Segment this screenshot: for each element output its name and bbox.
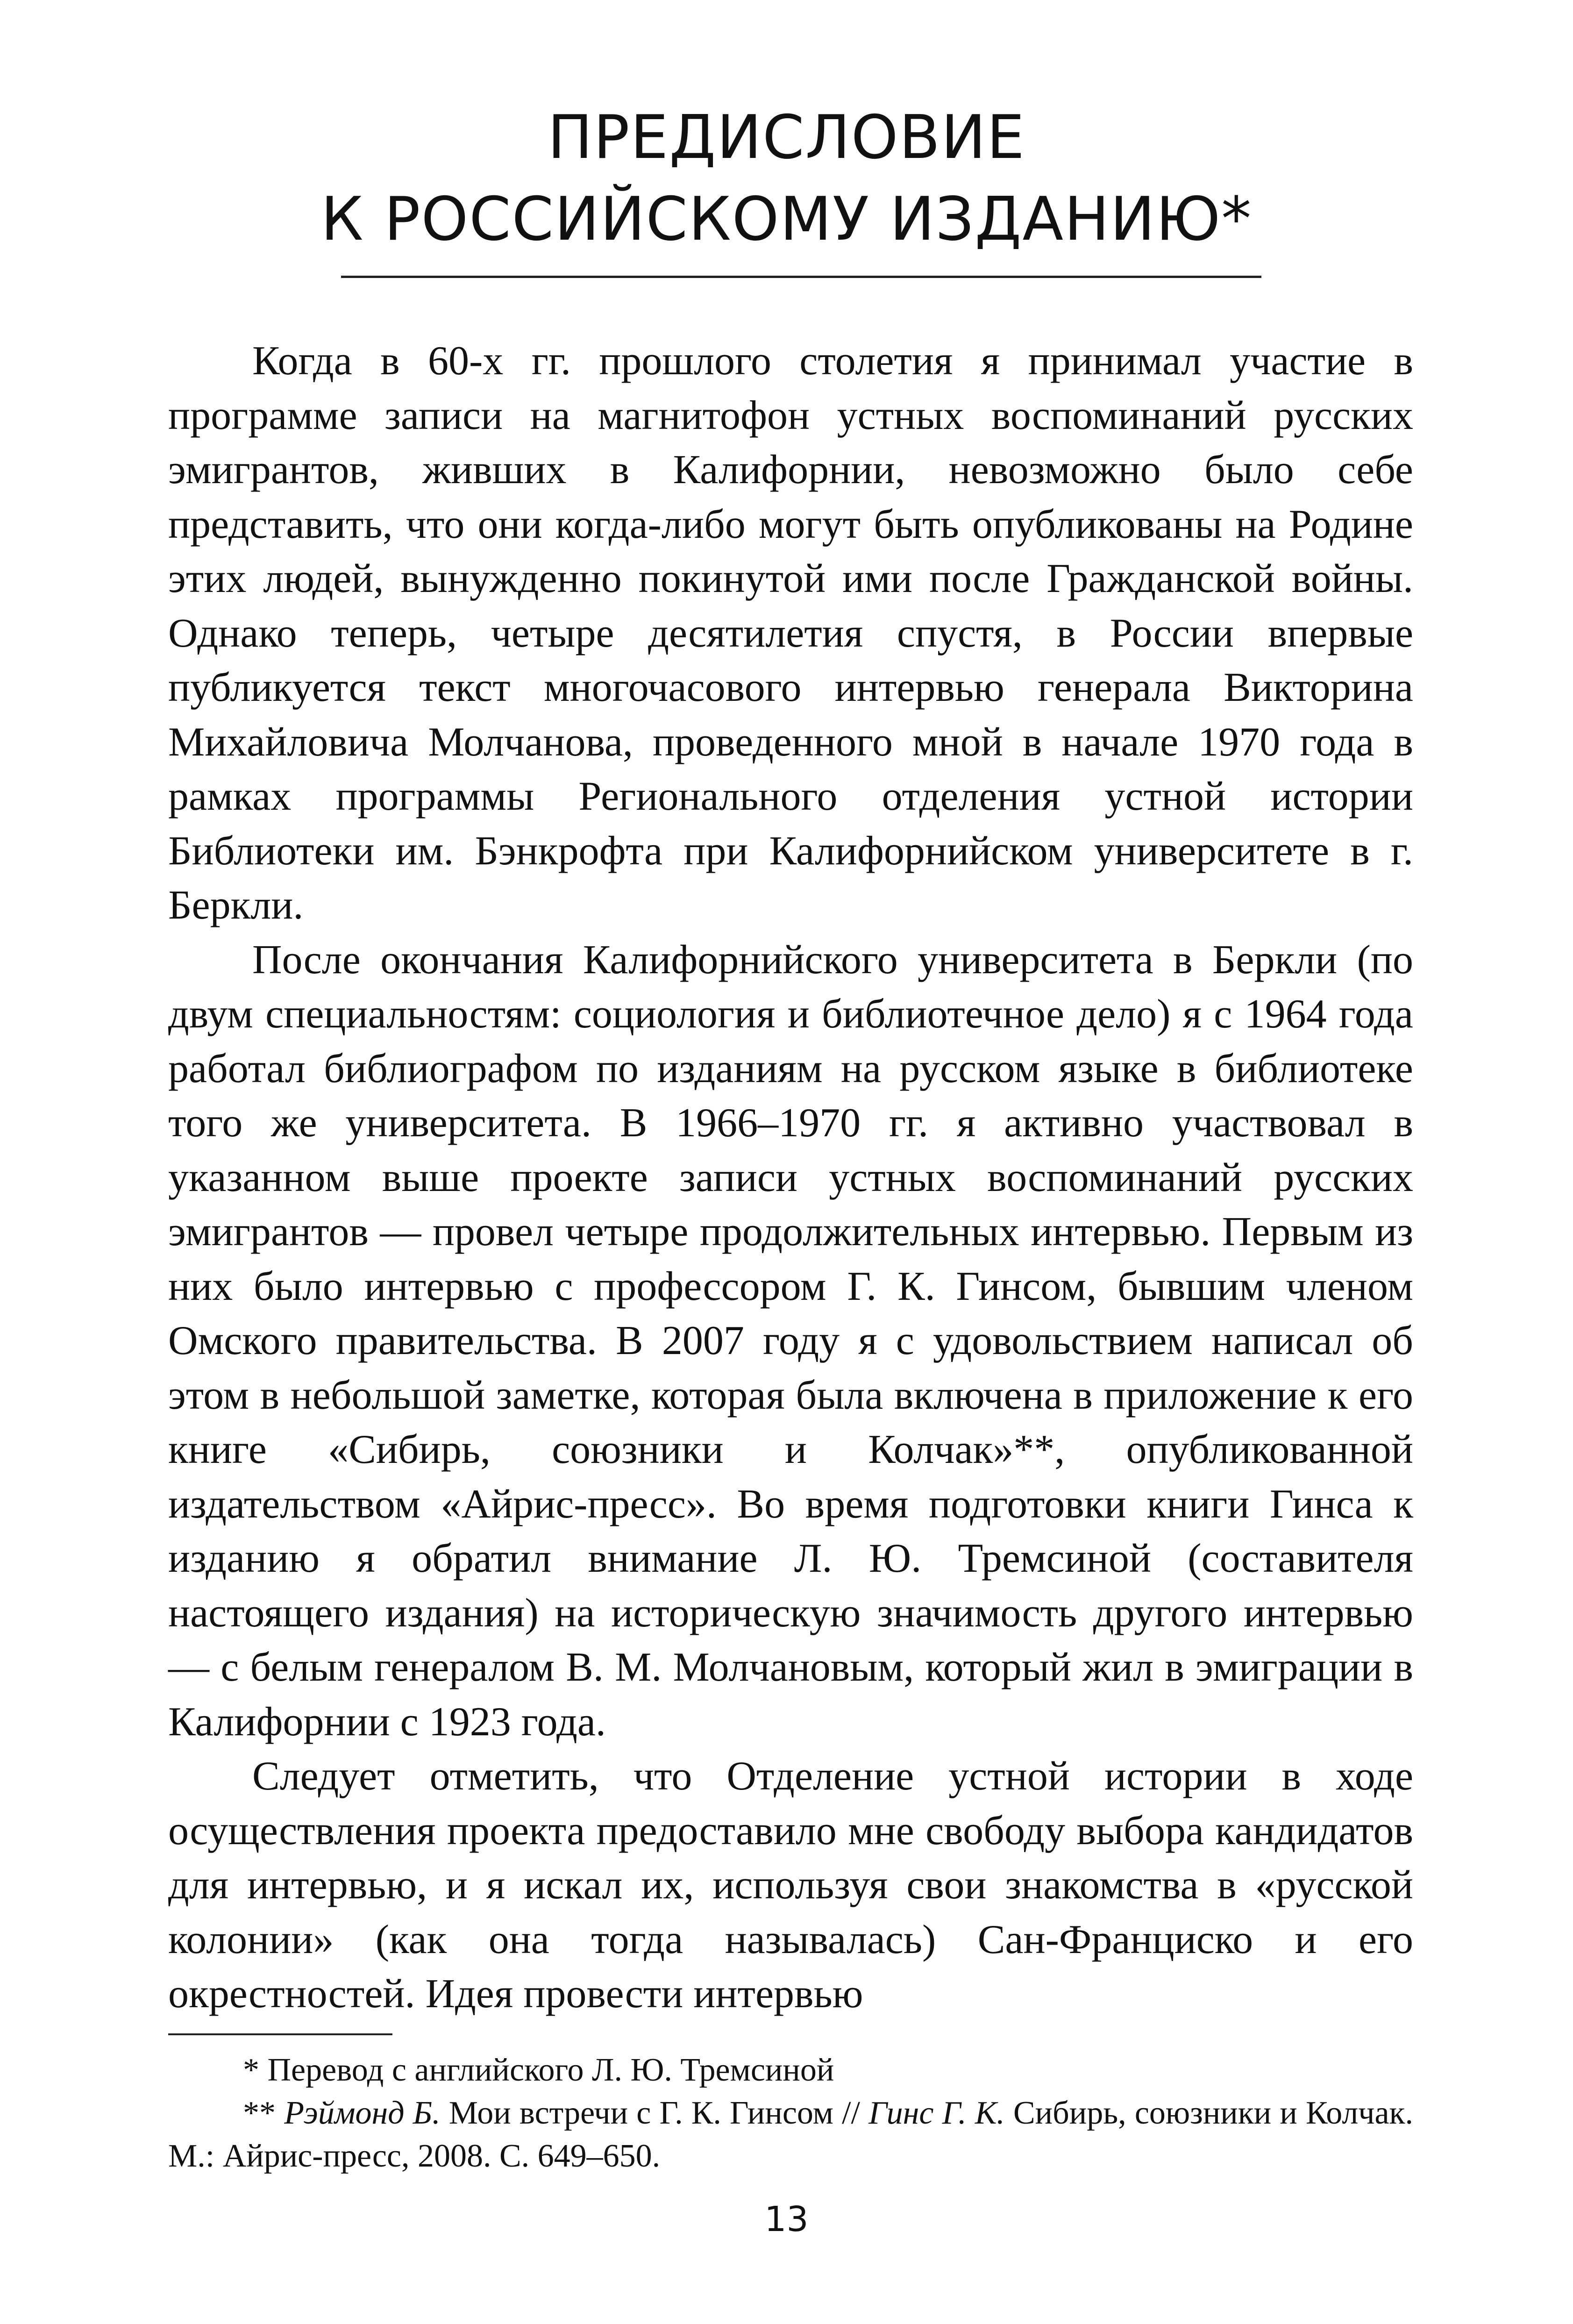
footnotes [168,2049,1413,2178]
paragraph: Когда в 60-х гг. прошлого столетия я принимал участие в программе записи на магнитофон устных воспоминаний русских эмигрантов, живших в Калифорнии, невозможно было себе представить, что они когда-либо могут быть опубликованы на Родине этих людей, вынужденно покинутой ими после Гражданской войны. Однако теперь, четыре десятилетия спустя, в России впервые публикуется текст многочасового интервью генерала Викторина Михайловича Молчанова, проведенного мной в начале 1970 года в рамках программы Регионального отделения устной истории Библиотеки им. Бэнкрофта при Калифорнийском университете в г. Беркли. [168,338,1413,928]
paragraph: Следует отметить, что Отделение устной истории в ходе осуществления проекта предоставило мне свободу выбора кандидатов для интервью, и я искал их, используя свои знакомства в «русской колонии» (как она тогда называлась) Сан-Франциско и его окрестностей. Идея провести интервью [168,1754,1413,2017]
main-text [168,334,1413,2022]
paragraph: После окончания Калифорнийского университета в Беркли (по двум специальностям: социология и библиотечное дело) я с 1964 года работал библиографом по изданиям на русском языке в библиотеке того же университета. В 1966–1970 гг. я активно участвовал в указанном выше проекте записи устных воспоминаний русских эмигрантов — провел четыре продолжительных интервью. Первым из них было интервью с профессором Г. К. Гинсом, бывшим членом Омского правительства. В 2007 году я с удовольствием написал об этом в небольшой заметке, которая была включена в приложение к его книге «Сибирь, союзники и Колчак»**, опубликованной издательством «Айрис-пресс». Во время подготовки книги Гинса к изданию я обратил внимание Л. Ю. Тремсиной (составителя настоящего издания) на историческую значимость другого интервью — с белым генералом В. М. Молчановым, который жил в эмиграции в Калифорнии с 1923 года. [168,937,1413,1745]
chapter-title-line-2: К РОССИЙСКОМУ ИЗДАНИЮ* [320,185,1253,254]
footnote-2-author-2: Гинс Г. К. [868,2095,1005,2131]
footnote-2 [168,2092,1413,2178]
footnote-2-text: Мои встречи с Г. К. Гинсом // [440,2095,869,2131]
footnote-2-author: Рэймонд Б. [284,2095,441,2131]
page-number: 13 [764,2199,809,2239]
footnote-2-marker: ** [243,2095,285,2131]
title-divider [341,276,1261,278]
chapter-title-line-1: ПРЕДИСЛОВИЕ [548,103,1025,172]
footnote-divider [168,2033,392,2035]
footnote-1: * Перевод с английского Л. Ю. Тремсиной [243,2052,834,2088]
footnote-2-text-2: Сибирь, союзники и Колчак. М.: Айрис-пресс, 2008. С. 649–650. [168,2095,1414,2174]
